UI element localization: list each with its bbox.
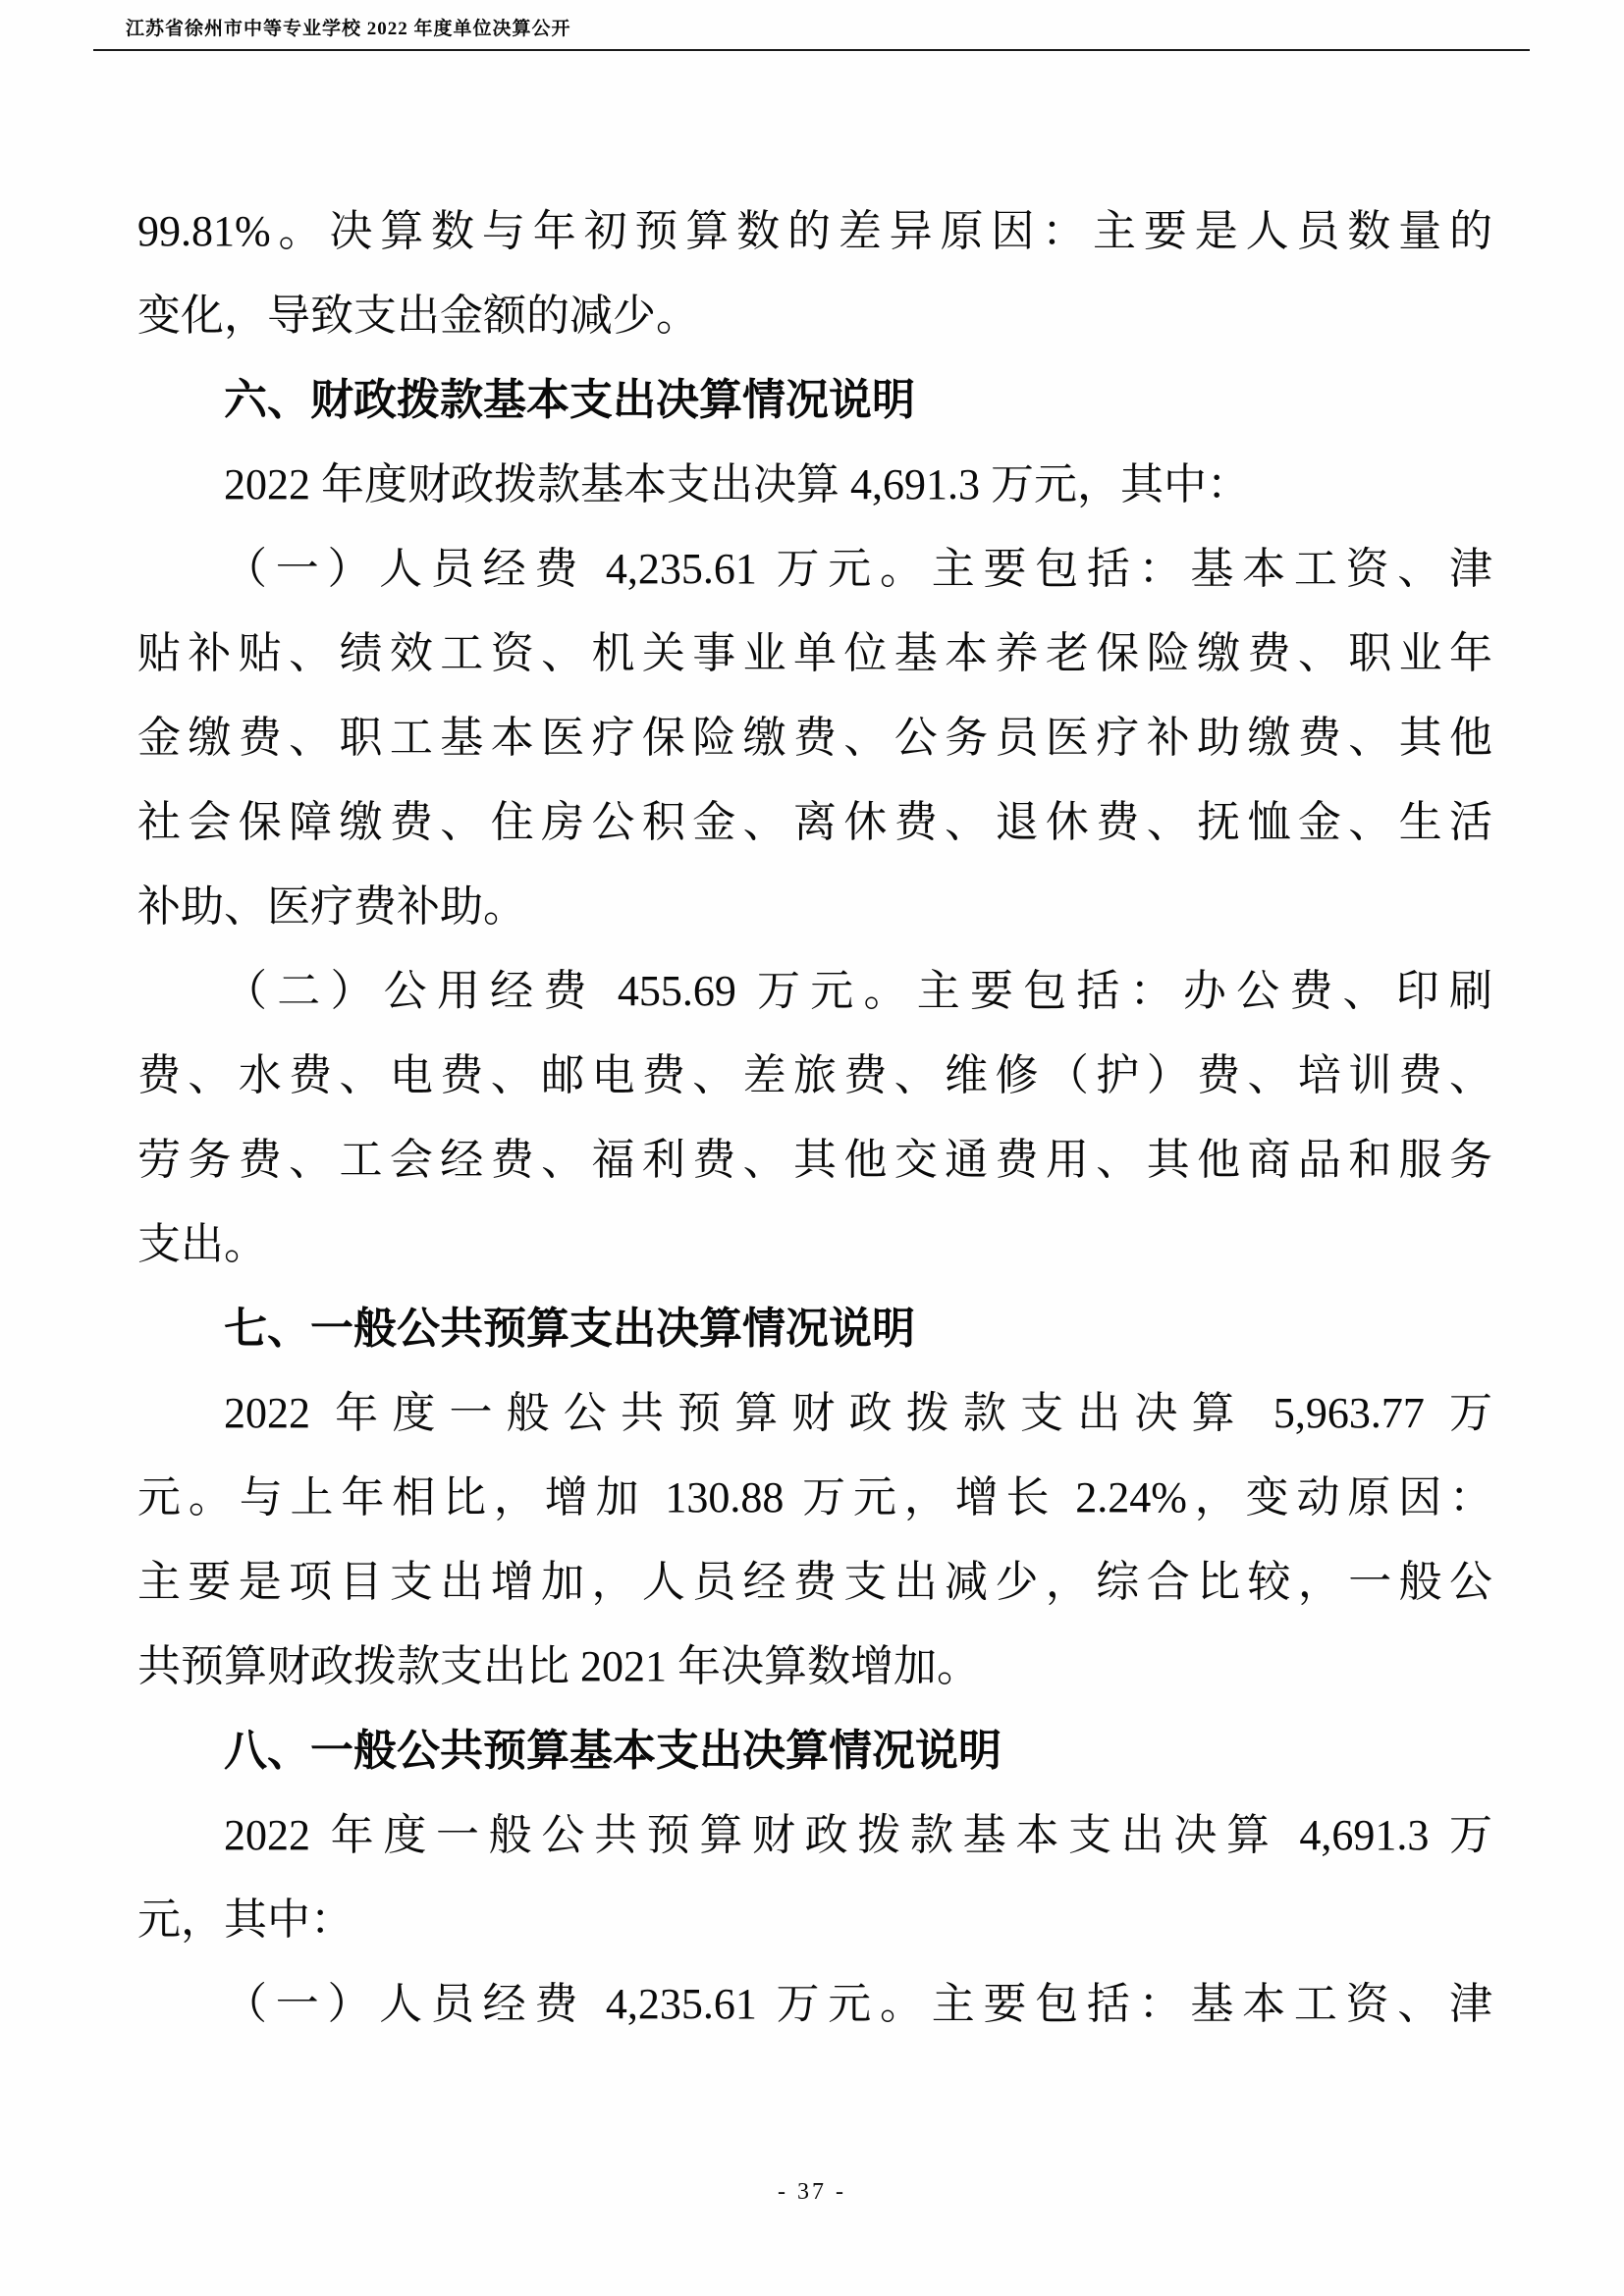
- body-line: 金缴费、职工基本医疗保险缴费、公务员医疗补助缴费、其他: [137, 714, 1492, 762]
- body-line: 社会保障缴费、住房公积金、离休费、退休费、抚恤金、生活: [137, 798, 1492, 846]
- body-line: 主要是项目支出增加，人员经费支出减少，综合比较，一般公: [137, 1558, 1492, 1606]
- body-line: 支出。: [137, 1220, 267, 1268]
- body-line: （二）公用经费 455.69 万元。主要包括：办公费、印刷: [224, 967, 1492, 1015]
- body-line: 劳务费、工会经费、福利费、其他交通费用、其他商品和服务: [137, 1136, 1492, 1184]
- body-line: 元，其中：: [137, 1896, 353, 1944]
- body-line: 共预算财政拨款支出比 2021 年决算数增加。: [137, 1642, 980, 1690]
- page-footer: [0, 2179, 1624, 2206]
- body-line: 补助、医疗费补助。: [137, 882, 526, 931]
- body-line: （一）人员经费 4,235.61 万元。主要包括：基本工资、津: [224, 1980, 1492, 2028]
- page-number: - 37 -: [778, 2179, 846, 2205]
- body-line: 2022 年度一般公共预算财政拨款支出决算 5,963.77 万: [224, 1389, 1492, 1437]
- body-line: 2022 年度财政拨款基本支出决算 4,691.3 万元，其中：: [224, 460, 1250, 508]
- body-line: 元。与上年相比，增加 130.88 万元，增长 2.24%，变动原因：: [137, 1473, 1492, 1522]
- body-line: 99.81%。决算数与年初预算数的差异原因：主要是人员数量的: [137, 207, 1492, 255]
- body-line: 变化，导致支出金额的减少。: [137, 292, 699, 340]
- heading-section-8: 八、一般公共预算基本支出决算情况说明: [224, 1727, 1001, 1775]
- header-title: 江苏省徐州市中等专业学校 2022 年度单位决算公开: [126, 19, 571, 39]
- body-line: 2022 年度一般公共预算财政拨款基本支出决算 4,691.3 万: [224, 1811, 1492, 1859]
- page-header: [93, 14, 1530, 51]
- body-line: （一）人员经费 4,235.61 万元。主要包括：基本工资、津: [224, 545, 1492, 593]
- body-line: 贴补贴、绩效工资、机关事业单位基本养老保险缴费、职业年: [137, 629, 1492, 677]
- body-line: 费、水费、电费、邮电费、差旅费、维修（护）费、培训费、: [137, 1051, 1492, 1099]
- heading-section-6: 六、财政拨款基本支出决算情况说明: [224, 376, 915, 424]
- heading-section-7: 七、一般公共预算支出决算情况说明: [224, 1305, 915, 1353]
- document-body: [137, 189, 1492, 2047]
